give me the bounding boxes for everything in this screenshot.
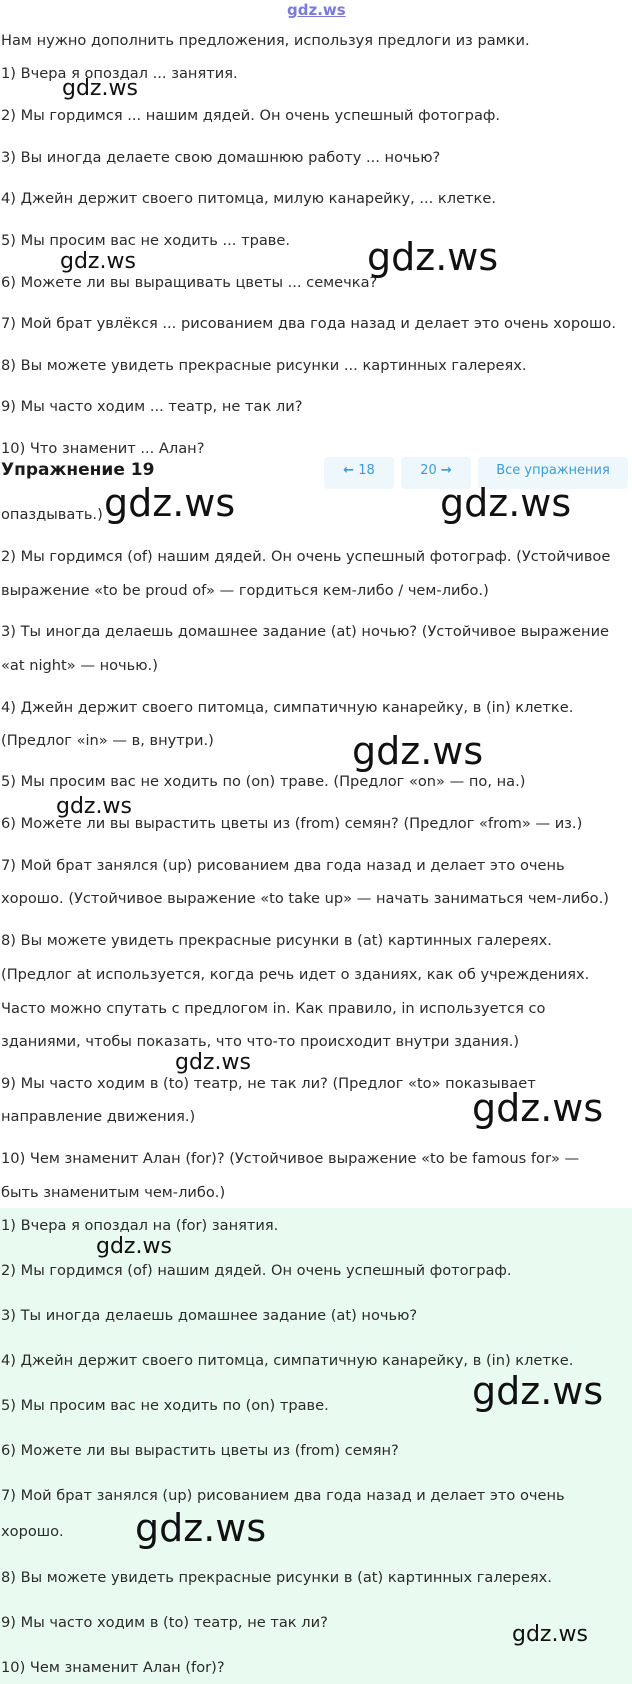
arrow-right-icon: → [440, 463, 452, 478]
explanation-line: направление движения.) [1, 1108, 196, 1125]
watermark: gdz.ws [62, 76, 138, 101]
task-intro: Нам нужно дополнить предложения, используя предлоги из рамки. [1, 32, 530, 49]
all-exercises-button[interactable] [478, 457, 628, 489]
watermark: gdz.ws [472, 1086, 604, 1130]
watermark: gdz.ws [104, 481, 236, 525]
answer-line: 7) Мой брат занялся (up) рисованием два года назад и делает это очень [1, 1487, 565, 1504]
answer-line: 5) Мы просим вас не ходить по (on) траве. [1, 1397, 329, 1414]
task-item: 9) Мы часто ходим ... театр, не так ли? [1, 398, 303, 415]
prev-exercise-label: 18 [358, 463, 375, 478]
task-item: 4) Джейн держит своего питомца, милую канарейку, ... клетке. [1, 190, 496, 207]
task-item: 6) Можете ли вы выращивать цветы ... семечка? [1, 274, 378, 291]
prev-exercise-button[interactable] [324, 457, 394, 489]
task-item: 7) Мой брат увлёкся ... рисованием два года назад и делает это очень хорошо. [1, 315, 616, 332]
answer-line: 9) Мы часто ходим в (to) театр, не так ли? [1, 1614, 328, 1631]
explanation-line: опаздывать.) [1, 506, 103, 523]
watermark: gdz.ws [175, 1050, 251, 1075]
answer-line: 8) Вы можете увидеть прекрасные рисунки в (at) картинных галереях. [1, 1569, 552, 1586]
next-exercise-button[interactable] [401, 457, 471, 489]
explanation-line: 8) Вы можете увидеть прекрасные рисунки в (at) картинных галереях. [1, 932, 552, 949]
explanation-line: (Предлог at используется, когда речь идет о зданиях, как об учреждениях. [1, 966, 590, 983]
watermark: gdz.ws [472, 1369, 604, 1413]
explanation-line: 3) Ты иногда делаешь домашнее задание (at) ночью? (Устойчивое выражение [1, 623, 610, 640]
watermark-top: gdz.ws [287, 1, 346, 19]
answer-line: 2) Мы гордимся (of) нашим дядей. Он очень успешный фотограф. [1, 1262, 512, 1279]
explanation-line: выражение «to be proud of» — гордиться кем-либо / чем-либо.) [1, 582, 489, 599]
watermark: gdz.ws [56, 794, 132, 819]
answer-line: 4) Джейн держит своего питомца, симпатичную канарейку, в (in) клетке. [1, 1352, 574, 1369]
explanation-line: хорошо. (Устойчивое выражение «to take up» — начать заниматься чем-либо.) [1, 890, 609, 907]
answer-line: 1) Вчера я опоздал на (for) занятия. [1, 1217, 279, 1234]
explanation-line: 10) Чем знаменит Алан (for)? (Устойчивое выражение «to be famous for» — [1, 1150, 580, 1167]
all-exercises-label: Все упражнения [496, 463, 610, 478]
task-item: 2) Мы гордимся ... нашим дядей. Он очень успешный фотограф. [1, 107, 501, 124]
exercise-title: Упражнение 19 [1, 460, 155, 480]
arrow-left-icon: ← [343, 463, 355, 478]
answer-line: 3) Ты иногда делаешь домашнее задание (at) ночью? [1, 1307, 418, 1324]
answer-line: хорошо. [1, 1523, 64, 1540]
explanation-line: 2) Мы гордимся (of) нашим дядей. Он очень успешный фотограф. (Устойчивое [1, 548, 611, 565]
task-item: 8) Вы можете увидеть прекрасные рисунки ... картинных галереях. [1, 357, 527, 374]
explanation-line: «at night» — ночью.) [1, 657, 158, 674]
explanation-line: быть знаменитым чем-либо.) [1, 1184, 226, 1201]
explanation-line: Часто можно спутать с предлогом in. Как правило, in используется со [1, 1000, 546, 1017]
watermark: gdz.ws [440, 481, 572, 525]
watermark: gdz.ws [512, 1622, 588, 1647]
task-item: 1) Вчера я опоздал ... занятия. [1, 65, 238, 82]
task-item: 5) Мы просим вас не ходить ... траве. [1, 232, 290, 249]
answer-line: 10) Чем знаменит Алан (for)? [1, 1659, 225, 1676]
next-exercise-label: 20 [420, 463, 437, 478]
watermark: gdz.ws [60, 249, 136, 274]
answer-line: 6) Можете ли вы вырастить цветы из (from) семян? [1, 1442, 399, 1459]
explanation-line: 6) Можете ли вы вырастить цветы из (from) семян? (Предлог «from» — из.) [1, 815, 583, 832]
explanation-line: зданиями, чтобы показать, что что-то происходит внутри здания.) [1, 1033, 520, 1050]
watermark: gdz.ws [367, 235, 499, 279]
explanation-line: 7) Мой брат занялся (up) рисованием два года назад и делает это очень [1, 857, 565, 874]
task-item: 3) Вы иногда делаете свою домашнюю работу ... ночью? [1, 149, 441, 166]
task-item: 10) Что знаменит ... Алан? [1, 440, 205, 457]
explanation-line: (Предлог «in» — в, внутри.) [1, 732, 214, 749]
watermark: gdz.ws [96, 1234, 172, 1259]
explanation-line: 5) Мы просим вас не ходить по (on) траве. (Предлог «on» — по, на.) [1, 773, 526, 790]
watermark: gdz.ws [352, 729, 484, 773]
watermark: gdz.ws [135, 1506, 267, 1550]
explanation-line: 9) Мы часто ходим в (to) театр, не так ли? (Предлог «to» показывает [1, 1075, 536, 1092]
explanation-line: 4) Джейн держит своего питомца, симпатичную канарейку, в (in) клетке. [1, 699, 574, 716]
